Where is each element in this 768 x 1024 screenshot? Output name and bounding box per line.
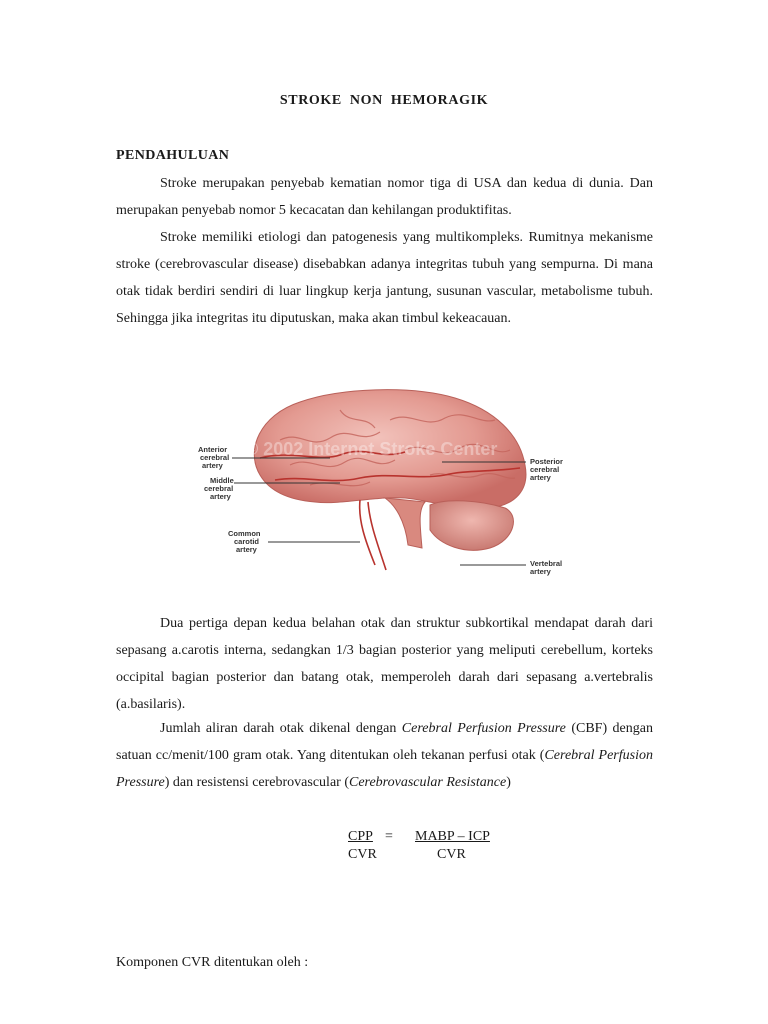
paragraph-4-italic-2: Cerebral Perfusion Pressure [116, 748, 653, 790]
formula-cvr-left: CVR [348, 847, 377, 862]
brain-artery-figure [190, 380, 580, 580]
paragraph-1: Stroke merupakan penyebab kematian nomor tiga di USA dan kedua di dunia. Dan merupakan penyebab nomor 5 kecacatan dan kehilangan produktifitas. [116, 176, 653, 218]
label-posterior-cerebral-artery [530, 457, 563, 482]
formula-cvr-right: CVR [437, 847, 466, 862]
svg-text:artery: artery [210, 492, 231, 501]
paragraph-4-text-b: (CBF) dengan satuan cc/menit/100 gram otak. Yang ditentukan oleh tekanan perfusi otak ( [116, 721, 653, 763]
label-middle-cerebral-artery [204, 476, 234, 501]
svg-text:cerebral: cerebral [530, 465, 560, 474]
cpp-formula [348, 829, 508, 863]
paragraph-4-text-c: ) dan resistensi cerebrovascular ( [164, 775, 349, 790]
formula-equals: = [385, 829, 393, 844]
cerebellum-shape [430, 501, 513, 551]
svg-text:artery: artery [236, 545, 257, 554]
closing-line: Komponen CVR ditentukan oleh : [116, 955, 309, 970]
formula-cpp: CPP [348, 829, 373, 844]
paragraph-4-italic-3: Cerebrovascular Resistance [348, 775, 507, 790]
section-heading: PENDAHULUAN [116, 148, 230, 163]
label-common-carotid-artery [228, 529, 261, 554]
svg-text:artery: artery [202, 461, 223, 470]
paragraph-4-text-d: ) [506, 775, 511, 790]
svg-text:carotid: carotid [234, 537, 260, 546]
label-anterior-cerebral-artery [198, 445, 229, 470]
watermark-text: © 2002 Internet Stroke Center [245, 439, 498, 459]
svg-text:artery: artery [530, 567, 551, 576]
svg-text:cerebral: cerebral [200, 453, 230, 462]
svg-text:Posterior: Posterior [530, 457, 563, 466]
formula-mabp-icp: MABP – ICP [415, 829, 490, 844]
brainstem-shape [385, 498, 425, 548]
svg-text:Vertebral: Vertebral [530, 559, 563, 568]
paragraph-2: Stroke memiliki etiologi dan patogenesis yang multikompleks. Rumitnya mekanisme stroke (cerebrovascular disease) disebabkan adanya integritas tubuh yang sempurna. Di mana otak tidak berdiri sendiri di luar lingkup kerja jantung, susunan vascular, metabolisme tubuh. Sehingga jika integritas itu diputuskan, maka akan timbul kekeacauan. [116, 230, 653, 326]
document-title: STROKE NON HEMORAGIK [279, 93, 489, 108]
paragraph-3: Dua pertiga depan kedua belahan otak dan struktur subkortikal mendapat darah dari sepasang a.carotis interna, sedangkan 1/3 bagian posterior yang meliputi cerebellum, korteks occipital bagian posterior dan batang otak, memperoleh darah dari sepasang a.vertebralis (a.basilaris). [116, 616, 653, 712]
paragraph-4-text-a: Jumlah aliran darah otak dikenal dengan [160, 721, 402, 736]
svg-text:Middle: Middle [210, 476, 234, 485]
svg-text:cerebral: cerebral [204, 484, 234, 493]
paragraph-4-italic-1: Cerebral Perfusion Pressure [401, 721, 566, 736]
label-vertebral-artery [530, 559, 562, 576]
svg-text:Common: Common [228, 529, 261, 538]
paragraph-4 [116, 715, 653, 796]
svg-text:artery: artery [530, 473, 551, 482]
svg-text:Anterior: Anterior [198, 445, 228, 454]
